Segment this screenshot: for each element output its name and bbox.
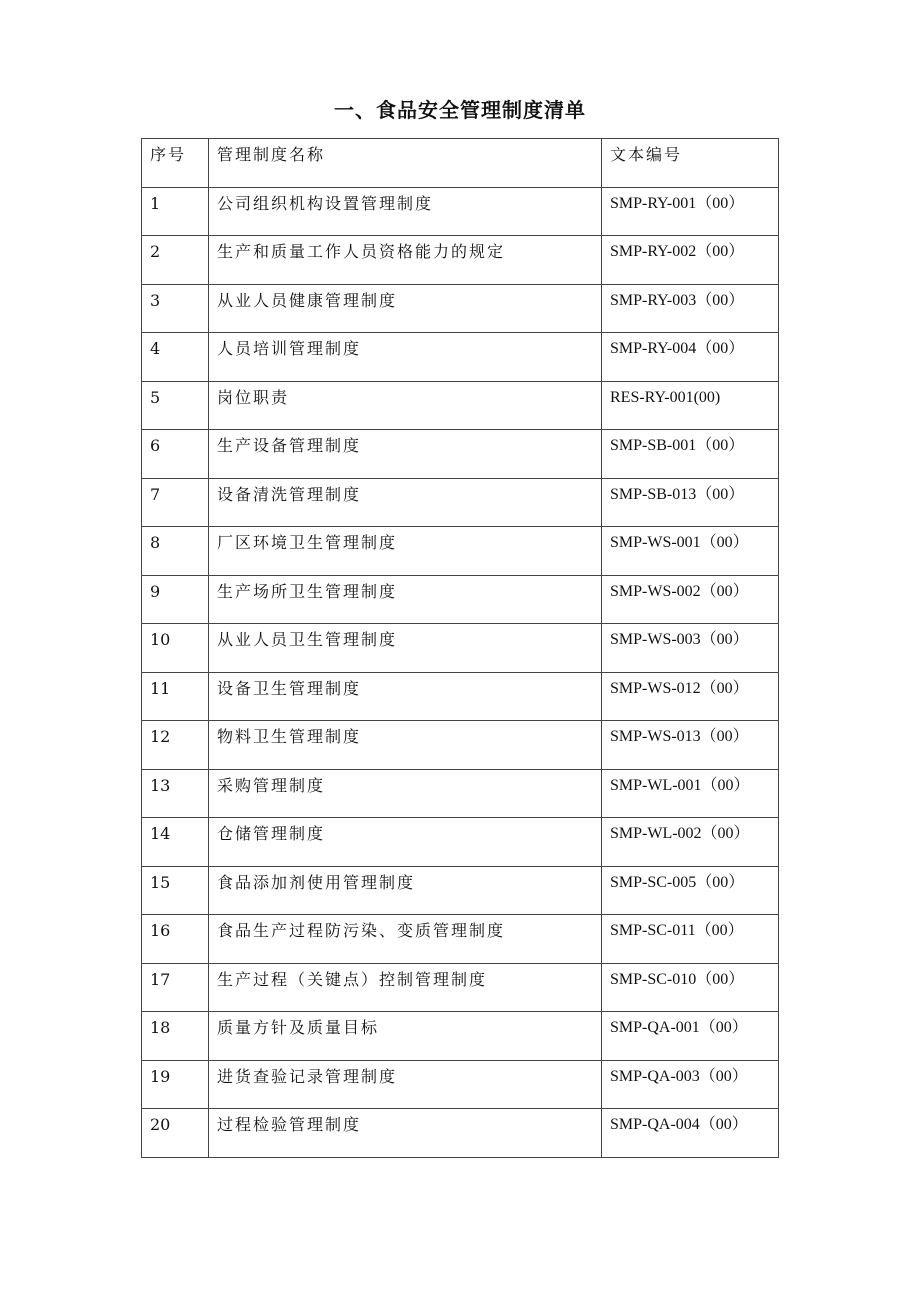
- row-serial-number: 17: [142, 963, 209, 1012]
- row-document-code: SMP-RY-002（00）: [602, 236, 779, 285]
- row-policy-name: 过程检验管理制度: [209, 1109, 602, 1158]
- row-document-code: SMP-WS-003（00）: [602, 624, 779, 673]
- row-serial-number: 10: [142, 624, 209, 673]
- row-policy-name: 生产和质量工作人员资格能力的规定: [209, 236, 602, 285]
- table-row: [142, 430, 779, 479]
- row-serial-number: 9: [142, 575, 209, 624]
- table-row: [142, 284, 779, 333]
- row-document-code: SMP-SC-011（00）: [602, 915, 779, 964]
- row-serial-number: 1: [142, 187, 209, 236]
- table-row: [142, 1060, 779, 1109]
- row-policy-name: 从业人员卫生管理制度: [209, 624, 602, 673]
- row-serial-number: 4: [142, 333, 209, 382]
- row-policy-name: 生产设备管理制度: [209, 430, 602, 479]
- document-title: 一、食品安全管理制度清单: [334, 98, 586, 122]
- table-row: [142, 672, 779, 721]
- row-serial-number: 6: [142, 430, 209, 479]
- row-document-code: SMP-SC-010（00）: [602, 963, 779, 1012]
- row-document-code: SMP-SB-013（00）: [602, 478, 779, 527]
- row-document-code: SMP-QA-003（00）: [602, 1060, 779, 1109]
- row-policy-name: 物料卫生管理制度: [209, 721, 602, 770]
- table-row: [142, 624, 779, 673]
- row-policy-name: 采购管理制度: [209, 769, 602, 818]
- table-body: [142, 139, 779, 1158]
- row-policy-name: 生产过程（关键点）控制管理制度: [209, 963, 602, 1012]
- row-policy-name: 食品添加剂使用管理制度: [209, 866, 602, 915]
- row-serial-number: 16: [142, 915, 209, 964]
- header-policy-name: 管理制度名称: [209, 139, 602, 188]
- row-serial-number: 20: [142, 1109, 209, 1158]
- row-policy-name: 生产场所卫生管理制度: [209, 575, 602, 624]
- row-document-code: SMP-QA-001（00）: [602, 1012, 779, 1061]
- table-row: [142, 1012, 779, 1061]
- row-document-code: SMP-SC-005（00）: [602, 866, 779, 915]
- table-row: [142, 333, 779, 382]
- row-policy-name: 质量方针及质量目标: [209, 1012, 602, 1061]
- table-row: [142, 381, 779, 430]
- row-policy-name: 厂区环境卫生管理制度: [209, 527, 602, 576]
- row-policy-name: 食品生产过程防污染、变质管理制度: [209, 915, 602, 964]
- table-row: [142, 236, 779, 285]
- row-serial-number: 14: [142, 818, 209, 867]
- header-serial-number: 序号: [142, 139, 209, 188]
- row-document-code: SMP-SB-001（00）: [602, 430, 779, 479]
- row-serial-number: 11: [142, 672, 209, 721]
- row-document-code: SMP-WL-001（00）: [602, 769, 779, 818]
- table-row: [142, 575, 779, 624]
- row-policy-name: 人员培训管理制度: [209, 333, 602, 382]
- row-document-code: SMP-RY-004（00）: [602, 333, 779, 382]
- table-row: [142, 818, 779, 867]
- row-serial-number: 2: [142, 236, 209, 285]
- table-row: [142, 915, 779, 964]
- row-document-code: SMP-RY-003（00）: [602, 284, 779, 333]
- row-serial-number: 19: [142, 1060, 209, 1109]
- row-serial-number: 7: [142, 478, 209, 527]
- row-policy-name: 从业人员健康管理制度: [209, 284, 602, 333]
- table-row: [142, 1109, 779, 1158]
- row-document-code: SMP-QA-004（00）: [602, 1109, 779, 1158]
- policy-list-table: [141, 138, 779, 1158]
- table-row: [142, 769, 779, 818]
- table-row: [142, 187, 779, 236]
- row-document-code: SMP-WS-002（00）: [602, 575, 779, 624]
- row-policy-name: 设备清洗管理制度: [209, 478, 602, 527]
- row-document-code: RES-RY-001(00): [602, 381, 779, 430]
- table-row: [142, 527, 779, 576]
- row-document-code: SMP-WS-001（00）: [602, 527, 779, 576]
- row-serial-number: 3: [142, 284, 209, 333]
- row-policy-name: 岗位职责: [209, 381, 602, 430]
- header-document-code: 文本编号: [602, 139, 779, 188]
- row-document-code: SMP-WL-002（00）: [602, 818, 779, 867]
- row-serial-number: 13: [142, 769, 209, 818]
- table-row: [142, 963, 779, 1012]
- row-policy-name: 设备卫生管理制度: [209, 672, 602, 721]
- row-document-code: SMP-WS-013（00）: [602, 721, 779, 770]
- row-serial-number: 15: [142, 866, 209, 915]
- row-document-code: SMP-WS-012（00）: [602, 672, 779, 721]
- row-serial-number: 12: [142, 721, 209, 770]
- row-policy-name: 进货查验记录管理制度: [209, 1060, 602, 1109]
- table-row: [142, 721, 779, 770]
- table-row: [142, 866, 779, 915]
- row-serial-number: 8: [142, 527, 209, 576]
- table-header-row: [142, 139, 779, 188]
- row-document-code: SMP-RY-001（00）: [602, 187, 779, 236]
- row-serial-number: 5: [142, 381, 209, 430]
- row-policy-name: 公司组织机构设置管理制度: [209, 187, 602, 236]
- table-row: [142, 478, 779, 527]
- row-policy-name: 仓储管理制度: [209, 818, 602, 867]
- row-serial-number: 18: [142, 1012, 209, 1061]
